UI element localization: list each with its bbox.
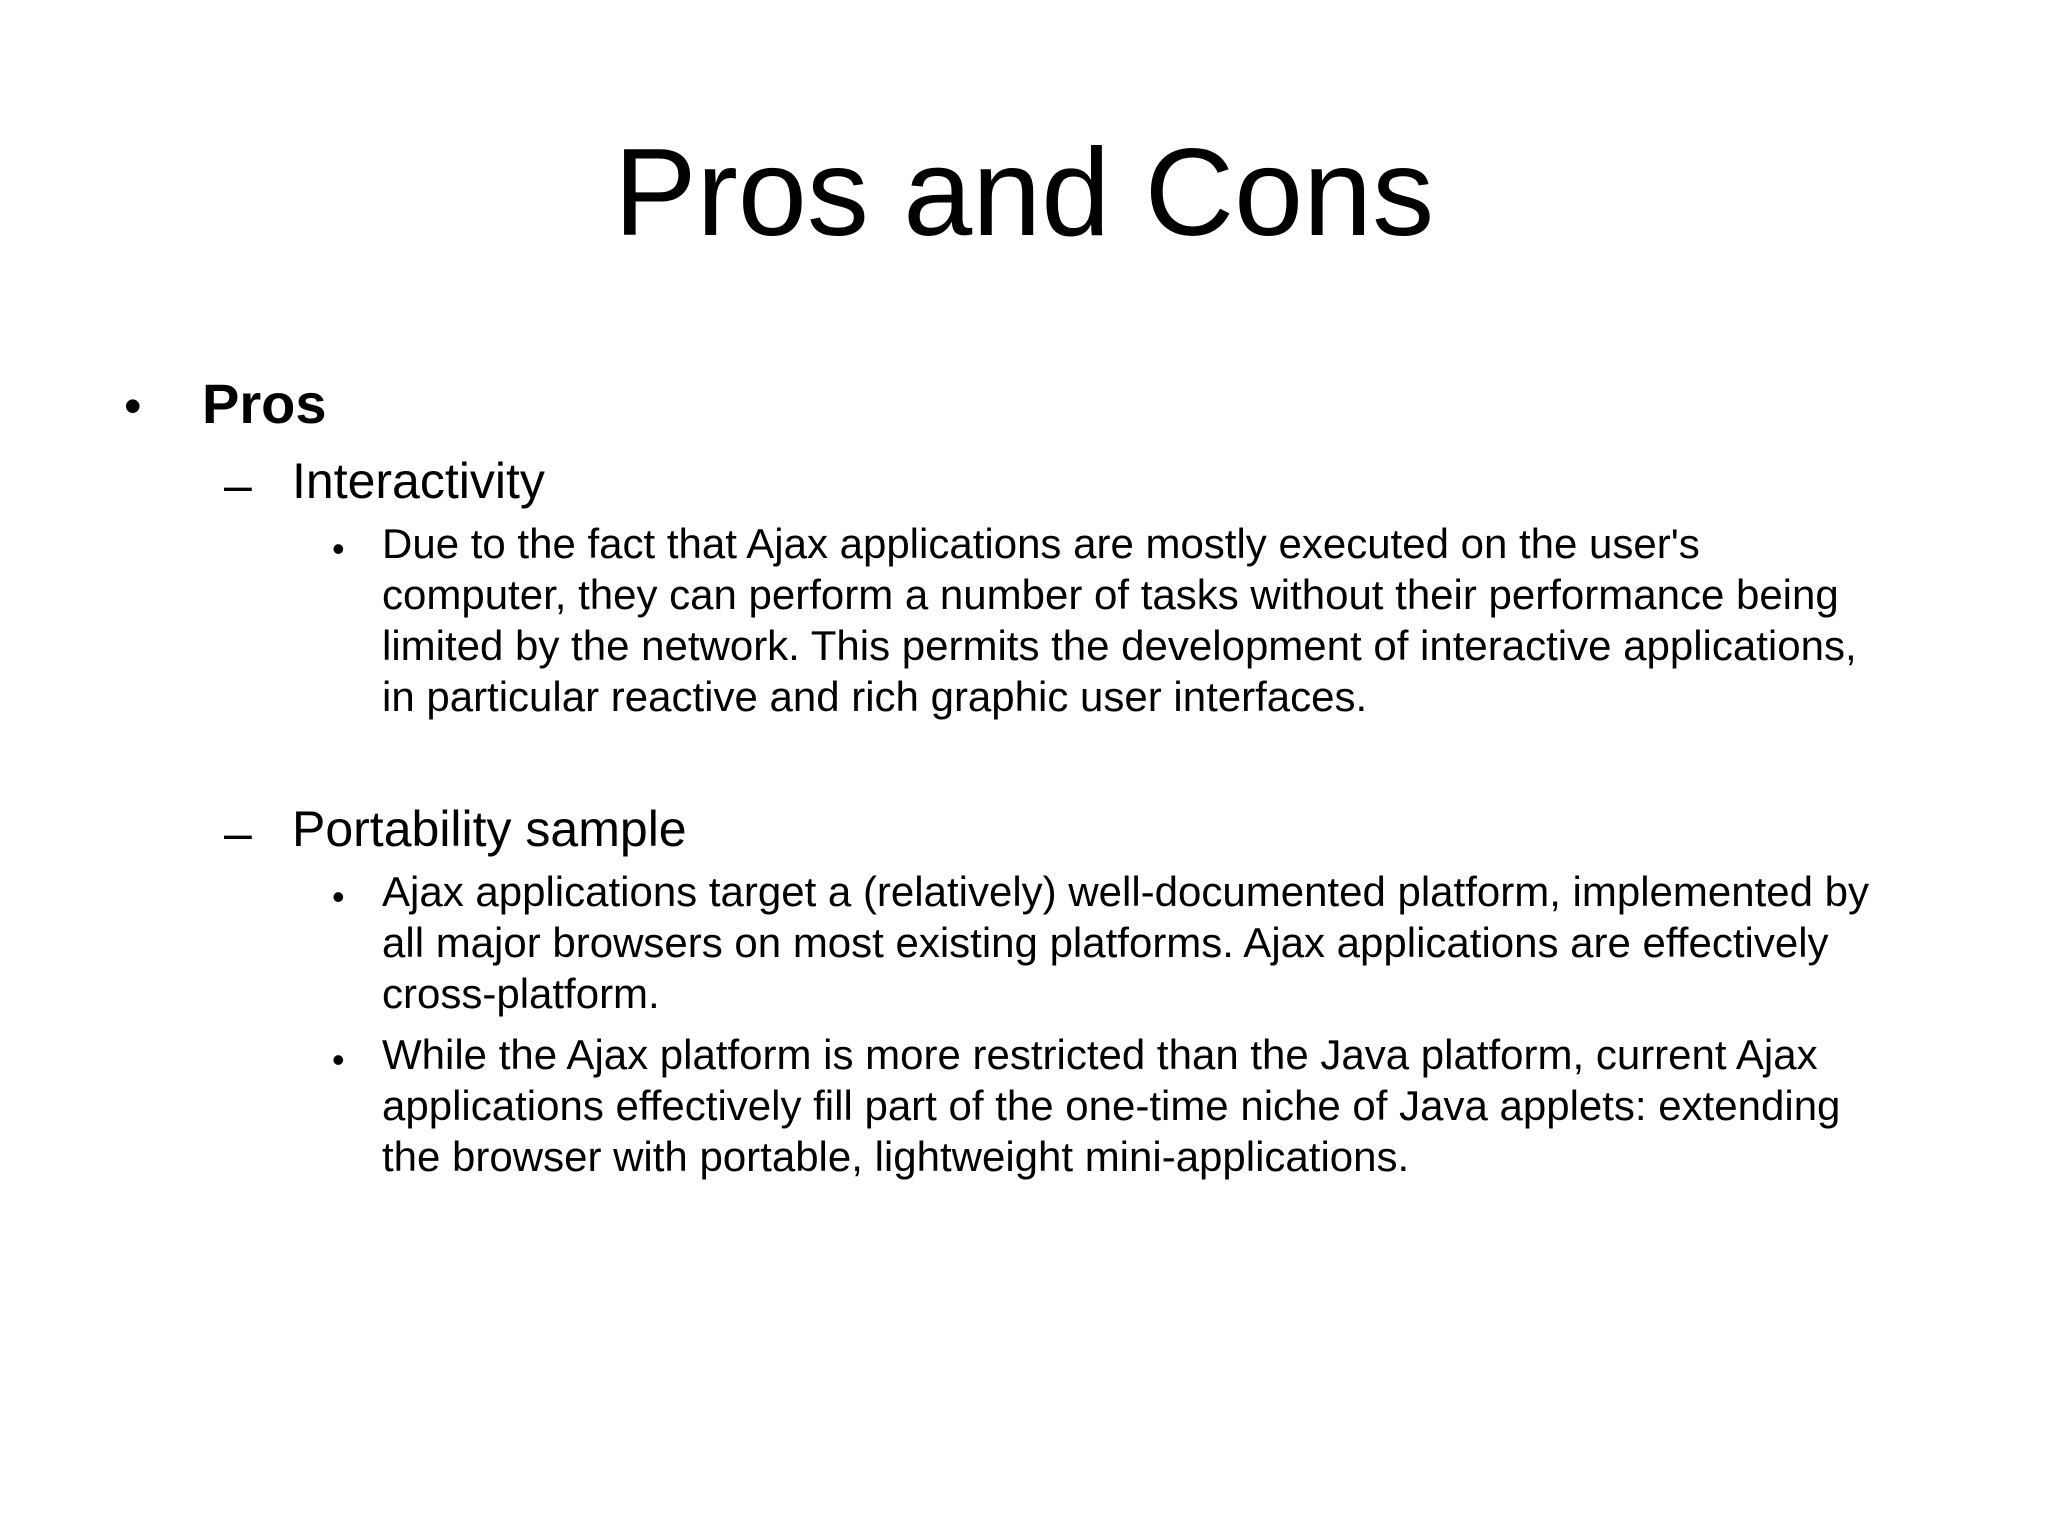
section-heading-pros: Pros [202,372,327,435]
slide-title: Pros and Cons [613,124,1435,262]
dash-icon: – [224,805,252,861]
bullet-icon: • [332,876,345,917]
subsection-heading-interactivity: Interactivity [292,453,545,509]
portability-point-2: While the Ajax platform is more restricted than the Java platform, current Ajax applications effectively fill part of the one-time niche of Java applets: extending the browser with portable, lightweight mini-applications. [382,1031,1841,1180]
bullet-icon: • [332,1039,345,1080]
bullet-icon: • [124,378,142,434]
interactivity-point: Due to the fact that Ajax applications are mostly executed on the user's computer, they can perform a number of tasks without their performance being limited by the network. This permits the development of interactive applications, in particular reactive and rich graphic user interfaces. [382,520,1857,720]
dash-icon: – [224,457,252,513]
portability-point-1: Ajax applications target a (relatively) well-documented platform, implemented by all major browsers on most existing platforms. Ajax applications are effectively cross-platform. [382,868,1870,1017]
bullet-icon: • [332,528,345,569]
subsection-heading-portability: Portability sample [292,801,687,857]
